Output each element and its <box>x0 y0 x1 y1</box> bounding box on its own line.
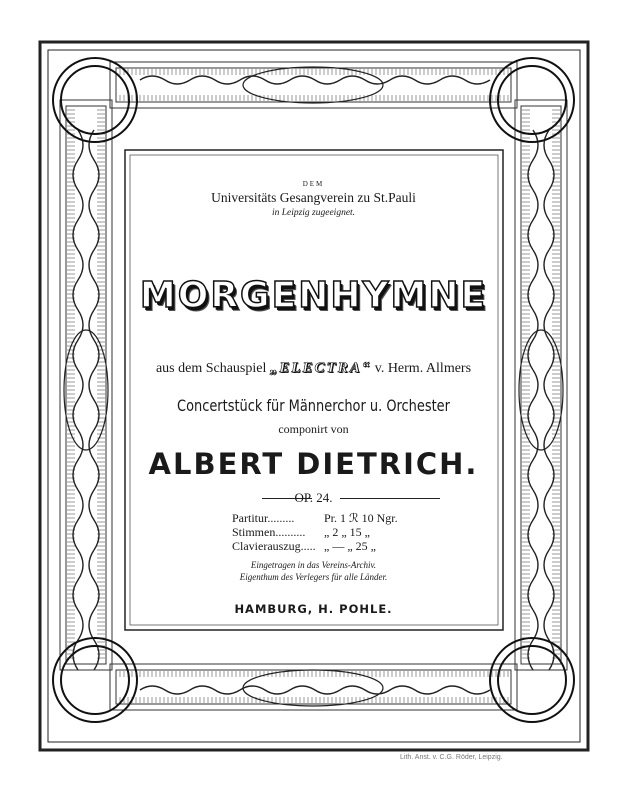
price-list <box>232 511 432 553</box>
ownership-notice: Eigenthum des Verlegers für alle Länder. <box>239 572 388 582</box>
right-border-band <box>515 100 567 670</box>
dedication-sub: in Leipzig zugeeignet. <box>271 208 356 218</box>
work-description: Concertstück für Männerchor u. Orchester <box>177 396 450 415</box>
page-title: MORGENHYMNE <box>139 275 488 316</box>
subtitle <box>120 360 507 377</box>
composer-name: ALBERT DIETRICH. <box>148 447 479 481</box>
price-label: Clavierauszug..... <box>232 539 316 553</box>
subtitle-suffix: v. Herm. Allmers <box>374 361 472 376</box>
price-value: „ — „ 25 „ <box>324 539 376 553</box>
subtitle-prefix: aus dem Schauspiel <box>155 361 267 376</box>
price-label: Partitur......... <box>232 511 295 525</box>
opus-number: OP. 24. <box>294 490 333 505</box>
left-border-band <box>60 100 112 670</box>
archive-notice: Eingetragen in das Vereins-Archiv. <box>250 560 377 570</box>
price-label: Stimmen.......... <box>232 525 306 539</box>
price-value: Pr. 1 ℛ 10 Ngr. <box>324 511 398 525</box>
price-value: „ 2 „ 15 „ <box>324 525 370 539</box>
composed-by-label: componirt von <box>278 422 349 436</box>
top-border-band <box>110 62 517 108</box>
dedication-main: Universitäts Gesangverein zu St.Pauli <box>211 190 416 205</box>
price-row <box>232 511 432 525</box>
opus-ornament-right <box>340 498 440 499</box>
price-row <box>232 539 432 553</box>
play-title: „ELECTRA“ <box>269 360 372 376</box>
price-row <box>232 525 432 539</box>
publisher: HAMBURG, H. POHLE. <box>234 602 393 616</box>
dedication-small: DEM <box>302 180 325 188</box>
lithographer-credit: Lith. Anst. v. C.G. Röder, Leipzig. <box>400 754 503 761</box>
